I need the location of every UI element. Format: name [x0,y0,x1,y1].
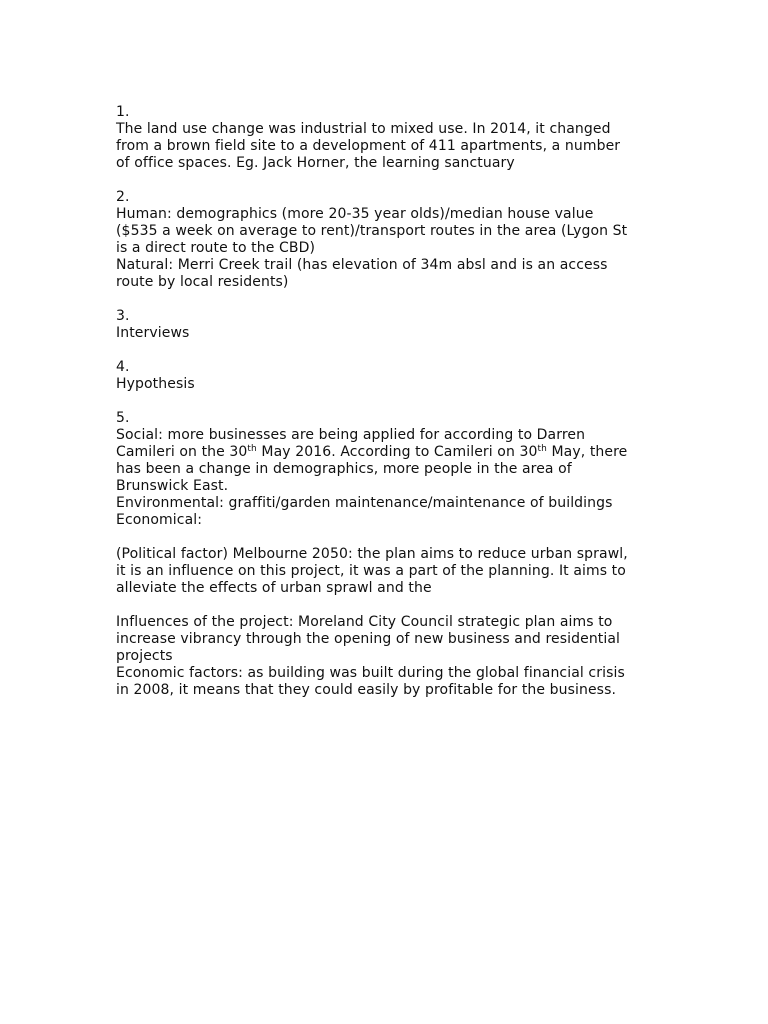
section-5-number: 5. [116,410,130,426]
section-1-number: 1. [116,104,130,120]
political-line: alleviate the effects of urban sprawl and the [116,580,432,596]
section-1-line: from a brown field site to a development of 411 apartments, a number [116,138,621,154]
ordinal-suffix: th [537,444,547,455]
section-1-line: The land use change was industrial to mixed use. In 2014, it changed [116,121,611,137]
section-2-line: route by local residents) [116,274,289,290]
economic-factors-line: in 2008, it means that they could easily by profitable for the business. [116,682,617,698]
document-body [116,104,676,699]
influences-line: projects [116,648,173,664]
political-line: it is an influence on this project, it was a part of the planning. It aims to [116,563,626,579]
paragraph-gap [116,393,676,410]
paragraph-gap [116,342,676,359]
paragraph-gap [116,291,676,308]
section-2-line: Human: demographics (more 20-35 year olds)/median house value [116,206,594,222]
section-2-line: ($535 a week on average to rent)/transport routes in the area (Lygon St [116,223,628,239]
paragraph-gap [116,529,676,546]
ordinal-suffix: th [247,444,257,455]
political-line: (Political factor) Melbourne 2050: the plan aims to reduce urban sprawl, [116,546,628,562]
social-text: May 2016. According to Camileri on 30 [256,444,538,460]
influences-line: increase vibrancy through the opening of new business and residential [116,631,621,647]
section-3-number: 3. [116,308,130,324]
social-line: has been a change in demographics, more people in the area of [116,461,572,477]
social-text: Camileri on the 30 [116,444,248,460]
paragraph-gap [116,172,676,189]
influences-line: Influences of the project: Moreland City Council strategic plan aims to [116,614,613,630]
social-text: May, there [546,444,628,460]
section-1-line: of office spaces. Eg. Jack Horner, the learning sanctuary [116,155,515,171]
section-2-line: is a direct route to the CBD) [116,240,316,256]
section-2-line: Natural: Merri Creek trail (has elevation of 34m absl and is an access [116,257,608,273]
social-line: Social: more businesses are being applied for according to Darren [116,427,586,443]
environmental-line: Environmental: graffiti/garden maintenance/maintenance of buildings [116,495,613,511]
paragraph-gap [116,597,676,614]
section-4-number: 4. [116,359,130,375]
section-2-number: 2. [116,189,130,205]
section-4-text: Hypothesis [116,376,195,392]
economical-line: Economical: [116,512,203,528]
social-line [116,444,676,461]
economic-factors-line: Economic factors: as building was built during the global financial crisis [116,665,625,681]
social-line: Brunswick East. [116,478,229,494]
section-3-text: Interviews [116,325,190,341]
